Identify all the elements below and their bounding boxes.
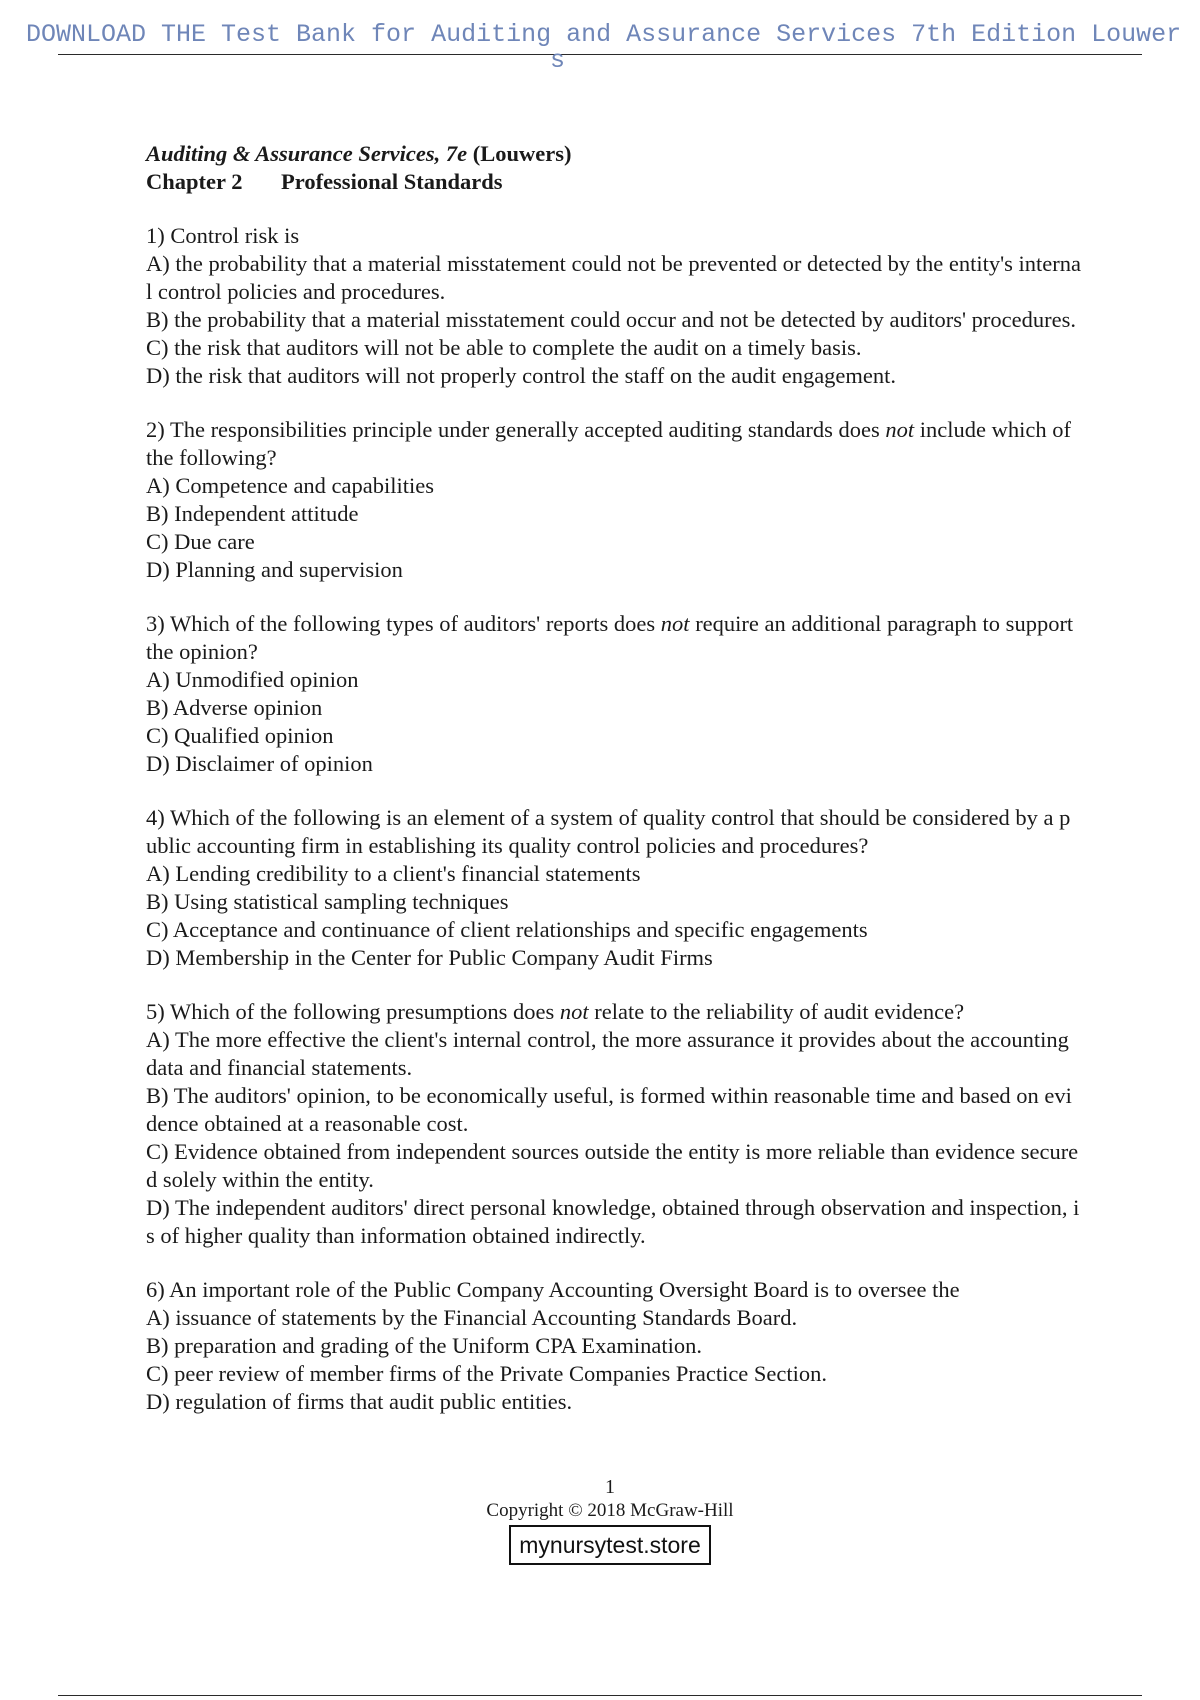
question-3 [146,610,1081,778]
option-d: D) regulation of firms that audit public entities. [146,1389,573,1414]
option-c: C) Due care [146,529,255,554]
question-stem: 4) Which of the following is an element of a system of quality control that should be considered by a public accounting firm in establishing its quality control policies and procedures? [146,805,1071,858]
question-2 [146,416,1081,584]
stem-text: 3) Which of the following types of auditors' reports does [146,611,661,636]
page-footer [0,1475,1200,1565]
option-b: B) preparation and grading of the Uniform CPA Examination. [146,1333,702,1358]
option-c: C) Evidence obtained from independent sources outside the entity is more reliable than evidence secured solely within the entity. [146,1139,1079,1192]
stem-text: 2) The responsibilities principle under generally accepted auditing standards does [146,417,886,442]
option-c: C) the risk that auditors will not be able to complete the audit on a timely basis. [146,335,862,360]
question-6 [146,1276,1081,1416]
option-d: D) The independent auditors' direct personal knowledge, obtained through observation and inspection, is of higher quality than information obtained indirectly. [146,1195,1080,1248]
option-b: B) Adverse opinion [146,695,323,720]
question-stem [146,610,1081,666]
question-stem [146,416,1081,472]
stem-emphasis: not [559,999,589,1024]
option-b: B) the probability that a material misstatement could occur and not be detected by auditors' procedures. [146,307,1077,332]
stem-text: 5) Which of the following presumptions does [146,999,560,1024]
stem-text: relate to the reliability of audit evidence? [588,999,965,1024]
copyright: Copyright © 2018 McGraw-Hill [486,1500,734,1521]
option-a: A) Lending credibility to a client's financial statements [146,861,641,886]
download-banner [0,18,1200,80]
question-stem [146,998,1081,1026]
option-a: A) Unmodified opinion [146,667,359,692]
option-d: D) Membership in the Center for Public Company Audit Firms [146,945,713,970]
question-5 [146,998,1081,1250]
download-link-wrap[interactable]: s [549,46,565,75]
option-b: B) The auditors' opinion, to be economically useful, is formed within reasonable time and based on evidence obtained at a reasonable cost. [146,1083,1072,1136]
option-a: A) the probability that a material misstatement could not be prevented or detected by the entity's internal control policies and procedures. [146,251,1082,304]
option-a: A) issuance of statements by the Financial Accounting Standards Board. [146,1305,798,1330]
chapter-label: Chapter 2 [146,169,243,194]
stem-text: require an additional paragraph to support the opinion? [146,611,1074,664]
option-b: B) Using statistical sampling techniques [146,889,509,914]
store-watermark: mynursytest.store [509,1525,711,1565]
book-title-italic: Auditing & Assurance Services, 7e [146,141,468,166]
option-a: A) Competence and capabilities [146,473,435,498]
option-d: D) Planning and supervision [146,557,403,582]
question-stem: 1) Control risk is [146,223,300,248]
option-c: C) Qualified opinion [146,723,334,748]
bottom-divider [58,1695,1142,1696]
option-d: D) Disclaimer of opinion [146,751,373,776]
stem-emphasis: not [885,417,915,442]
book-title [146,140,1081,168]
page-number: 1 [605,1476,615,1498]
download-link[interactable]: DOWNLOAD THE Test Bank for Auditing and Assurance Services 7th Edition Louwer [26,20,1182,49]
question-4 [146,804,1081,972]
question-1 [146,222,1081,390]
option-c: C) peer review of member firms of the Private Companies Practice Section. [146,1361,828,1386]
option-d: D) the risk that auditors will not properly control the staff on the audit engagement. [146,363,897,388]
option-a: A) The more effective the client's internal control, the more assurance it provides about the accounting data and financial statements. [146,1027,1069,1080]
option-c: C) Acceptance and continuance of client relationships and specific engagements [146,917,868,942]
stem-text: include which of the following? [146,417,1071,470]
question-stem: 6) An important role of the Public Company Accounting Oversight Board is to oversee the [146,1277,960,1302]
option-b: B) Independent attitude [146,501,359,526]
chapter-heading [146,168,1081,196]
book-author: (Louwers) [472,141,572,166]
stem-emphasis: not [660,611,690,636]
document-body [146,140,1081,1416]
chapter-title: Professional Standards [281,169,503,194]
